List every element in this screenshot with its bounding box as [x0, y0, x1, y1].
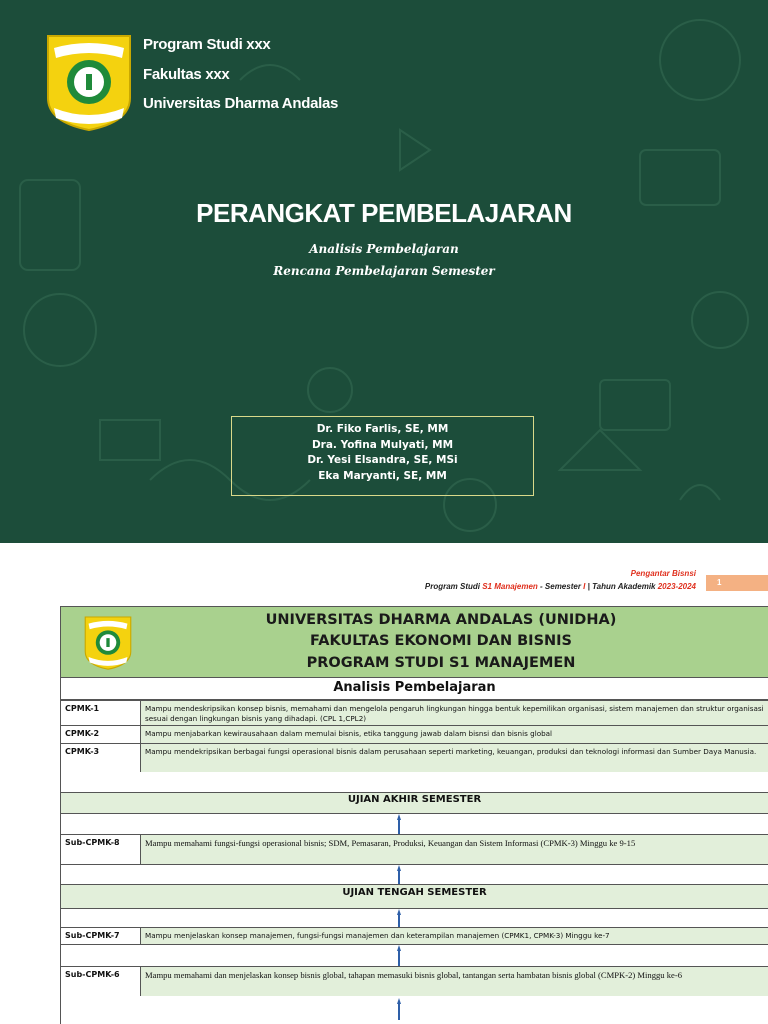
sub-cpmk-code: Sub-CPMK-8 — [61, 835, 141, 864]
header-program: S1 Manajemen — [482, 582, 538, 591]
author-name: Eka Maryanti, SE, MM — [318, 469, 447, 482]
analysis-table — [60, 606, 768, 1024]
header-line — [425, 582, 696, 591]
arrow-up-icon — [397, 998, 401, 1020]
author-name: Dr. Yesi Elsandra, SE, MSi — [307, 454, 458, 466]
final-exam-bar: UJIAN AKHIR SEMESTER — [60, 792, 768, 814]
spacer — [60, 909, 768, 928]
spacer — [60, 996, 768, 1024]
section-title: Analisis Pembelajaran — [60, 677, 768, 700]
author-name: Dra. Yofina Mulyati, MM — [311, 438, 454, 451]
midterm-exam-bar: UJIAN TENGAH SEMESTER — [60, 884, 768, 909]
university-header — [60, 606, 768, 678]
course-name: Pengantar Bisnsi — [630, 569, 696, 578]
doc-faculty: FAKULTAS EKONOMI DAN BISNIS — [310, 633, 572, 649]
author-name: Dr. Fiko Farlis, SE, MM — [316, 423, 449, 435]
table-row — [60, 927, 768, 945]
table-row — [60, 966, 768, 997]
header-year: 2023-2024 — [657, 582, 696, 591]
doc-program: PROGRAM STUDI S1 MANAJEMEN — [306, 655, 576, 671]
header-prefix: Program Studi — [424, 582, 483, 591]
university-logo-small — [83, 613, 133, 671]
sub-cpmk-code: Sub-CPMK-7 — [61, 928, 141, 944]
arrow-up-icon — [397, 945, 401, 966]
arrow-up-icon — [397, 909, 401, 928]
table-row — [60, 700, 768, 726]
university-name: Universitas Dharma Andalas — [143, 95, 339, 112]
cpmk-code: CPMK-1 — [61, 701, 141, 725]
header-year-label: Tahun Akademik — [589, 582, 658, 591]
university-logo — [44, 30, 134, 132]
sub-cpmk-code: Sub-CPMK-6 — [61, 967, 141, 996]
header-separator: | — [585, 582, 590, 591]
cpmk-desc: Mampu mendekripsikan berbagai fungsi operasional bisnis dalam perusahaan seperti marketing, keuangan, produksi dan teknologi informasi dan Sumber Daya Manusia. — [141, 744, 768, 772]
header-semester-label: - Semester — [537, 582, 584, 591]
spacer — [60, 945, 768, 966]
program-name: Program Studi xxx — [143, 36, 271, 53]
doc-university: UNIVERSITAS DHARMA ANDALAS (UNIDHA) — [265, 612, 617, 628]
sub-cpmk-desc: Mampu memahami fungsi-fungsi operasional bisnis; SDM, Pemasaran, Produksi, Keuangan dan Sistem Informasi (CPMK-3) Minggu ke 9-15 — [141, 835, 768, 864]
sub-cpmk-desc: Mampu menjelaskan konsep manajemen, fungsi-fungsi manajemen dan keterampilan manajemen (CPMK1, CPMK-3) Minggu ke-7 — [141, 928, 768, 944]
spacer — [60, 814, 768, 835]
faculty-name: Fakultas xxx — [143, 66, 230, 83]
spacer — [60, 865, 768, 885]
table-row — [60, 743, 768, 773]
arrow-up-icon — [397, 865, 401, 885]
table-row — [60, 725, 768, 744]
sub-cpmk-desc: Mampu memahami dan menjelaskan konsep bisnis global, tahapan memasuki bisnis global, tantangan serta hambatan bisnis global (CMPK-2) Minggu ke-6 — [141, 967, 768, 996]
cpmk-desc: Mampu menjabarkan kewirausahaan dalam memulai bisnis, etika tanggung jawab dalam bisnsi dan bisnis global — [141, 726, 768, 743]
cpmk-code: CPMK-3 — [61, 744, 141, 772]
authors-box — [231, 416, 534, 496]
cover-subtitle-2: Rencana Pembelajaran Semester — [273, 264, 495, 278]
page-number: 1 — [706, 575, 768, 591]
table-row — [60, 834, 768, 865]
header-semester: I — [583, 582, 586, 591]
cpmk-desc: Mampu mendeskripsikan konsep bisnis, memahami dan mengelola pengaruh lingkungan hingga bentuk kepemilikan organisasi, sistem manajemen dan struktur organisasi sesuai dengan lingkungan bisnis yang dihadapi. (CPL 1,CPL2) — [141, 701, 768, 725]
cover-title: PERANGKAT PEMBELAJARAN — [196, 198, 572, 228]
spacer — [60, 772, 768, 792]
cpmk-code: CPMK-2 — [61, 726, 141, 743]
cover-subtitle-1: Analisis Pembelajaran — [309, 242, 459, 256]
arrow-up-icon — [397, 814, 401, 835]
